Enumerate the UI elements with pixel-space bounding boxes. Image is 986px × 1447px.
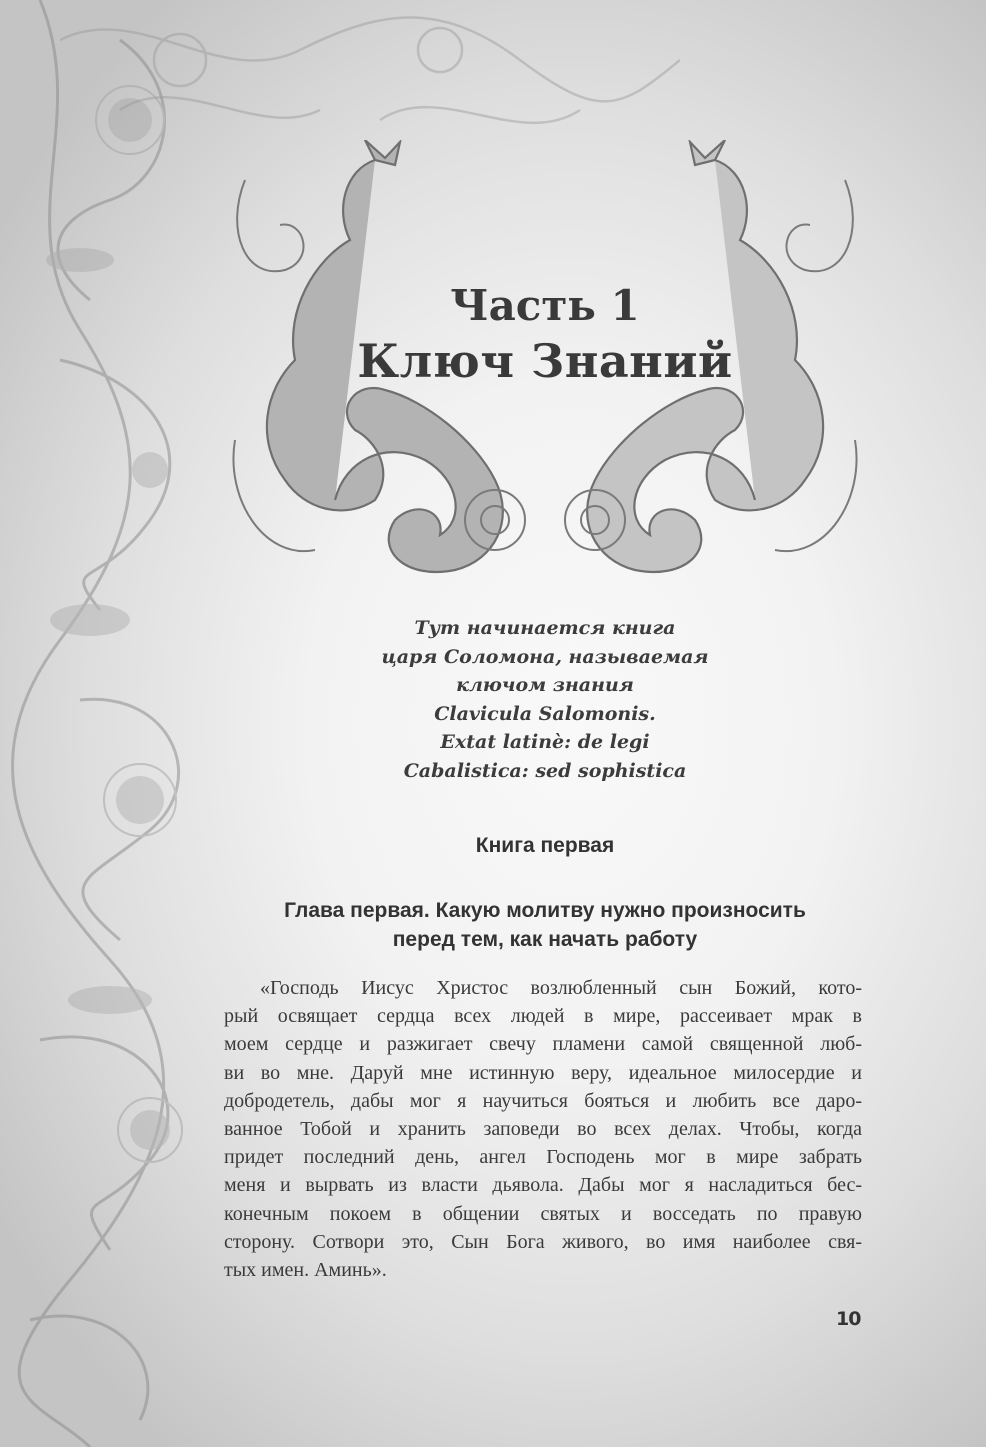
epigraph-line: царя Соломона, называемая: [381, 645, 709, 668]
prayer-line: тых имен. Аминь».: [224, 1259, 387, 1282]
part-number: Часть 1: [450, 281, 640, 330]
part-title: [340, 280, 750, 390]
prayer-line: придет последний день, ангел Господень мог в мире забрать: [224, 1146, 862, 1169]
part-name: Ключ Знаний: [357, 334, 733, 388]
prayer-line: добродетель, дабы мог я научиться бояться и любить все даро-: [224, 1089, 862, 1112]
prayer-line: конечным покоем в общении святых и восседать по правую: [224, 1202, 862, 1225]
chapter-heading-line: Глава первая. Какую молитву нужно произносить: [284, 899, 806, 922]
prayer-paragraph: [224, 974, 862, 1284]
epigraph-line: Clavicula Salomonis.: [434, 702, 656, 725]
prayer-line: сторону. Сотвори это, Сын Бога живого, во имя наиболее свя-: [224, 1230, 862, 1253]
prayer-line: рый освящает сердца всех людей в мире, рассеивает мрак в: [224, 1005, 862, 1028]
epigraph-line: Extat latinè: de legi: [440, 731, 650, 753]
book-heading: Книга первая: [475, 834, 615, 857]
page-number: 10: [836, 1308, 861, 1330]
chapter-heading: [250, 896, 840, 954]
epigraph: [300, 614, 790, 785]
epigraph-line: Cabalistica: sed sophistica: [403, 759, 687, 782]
chapter-heading-line: перед тем, как начать работу: [392, 928, 698, 951]
prayer-line: моем сердце и разжигает свечу пламени самой священной люб-: [224, 1033, 862, 1056]
floral-border-ornament: [0, 0, 230, 1447]
prayer-line: ванное Тобой и хранить заповеди во всех делах. Чтобы, когда: [224, 1118, 862, 1141]
prayer-line: ви во мне. Даруй мне истинную веру, идеальное милосердие и: [224, 1061, 862, 1084]
prayer-line: «Господь Иисус Христос возлюбленный сын Божий, кото-: [260, 977, 862, 999]
prayer-line: меня и вырвать из власти дьявола. Дабы мог я насладиться бес-: [224, 1174, 862, 1197]
epigraph-line: ключом знания: [456, 674, 634, 696]
epigraph-line: Тут начинается книга: [414, 617, 676, 639]
